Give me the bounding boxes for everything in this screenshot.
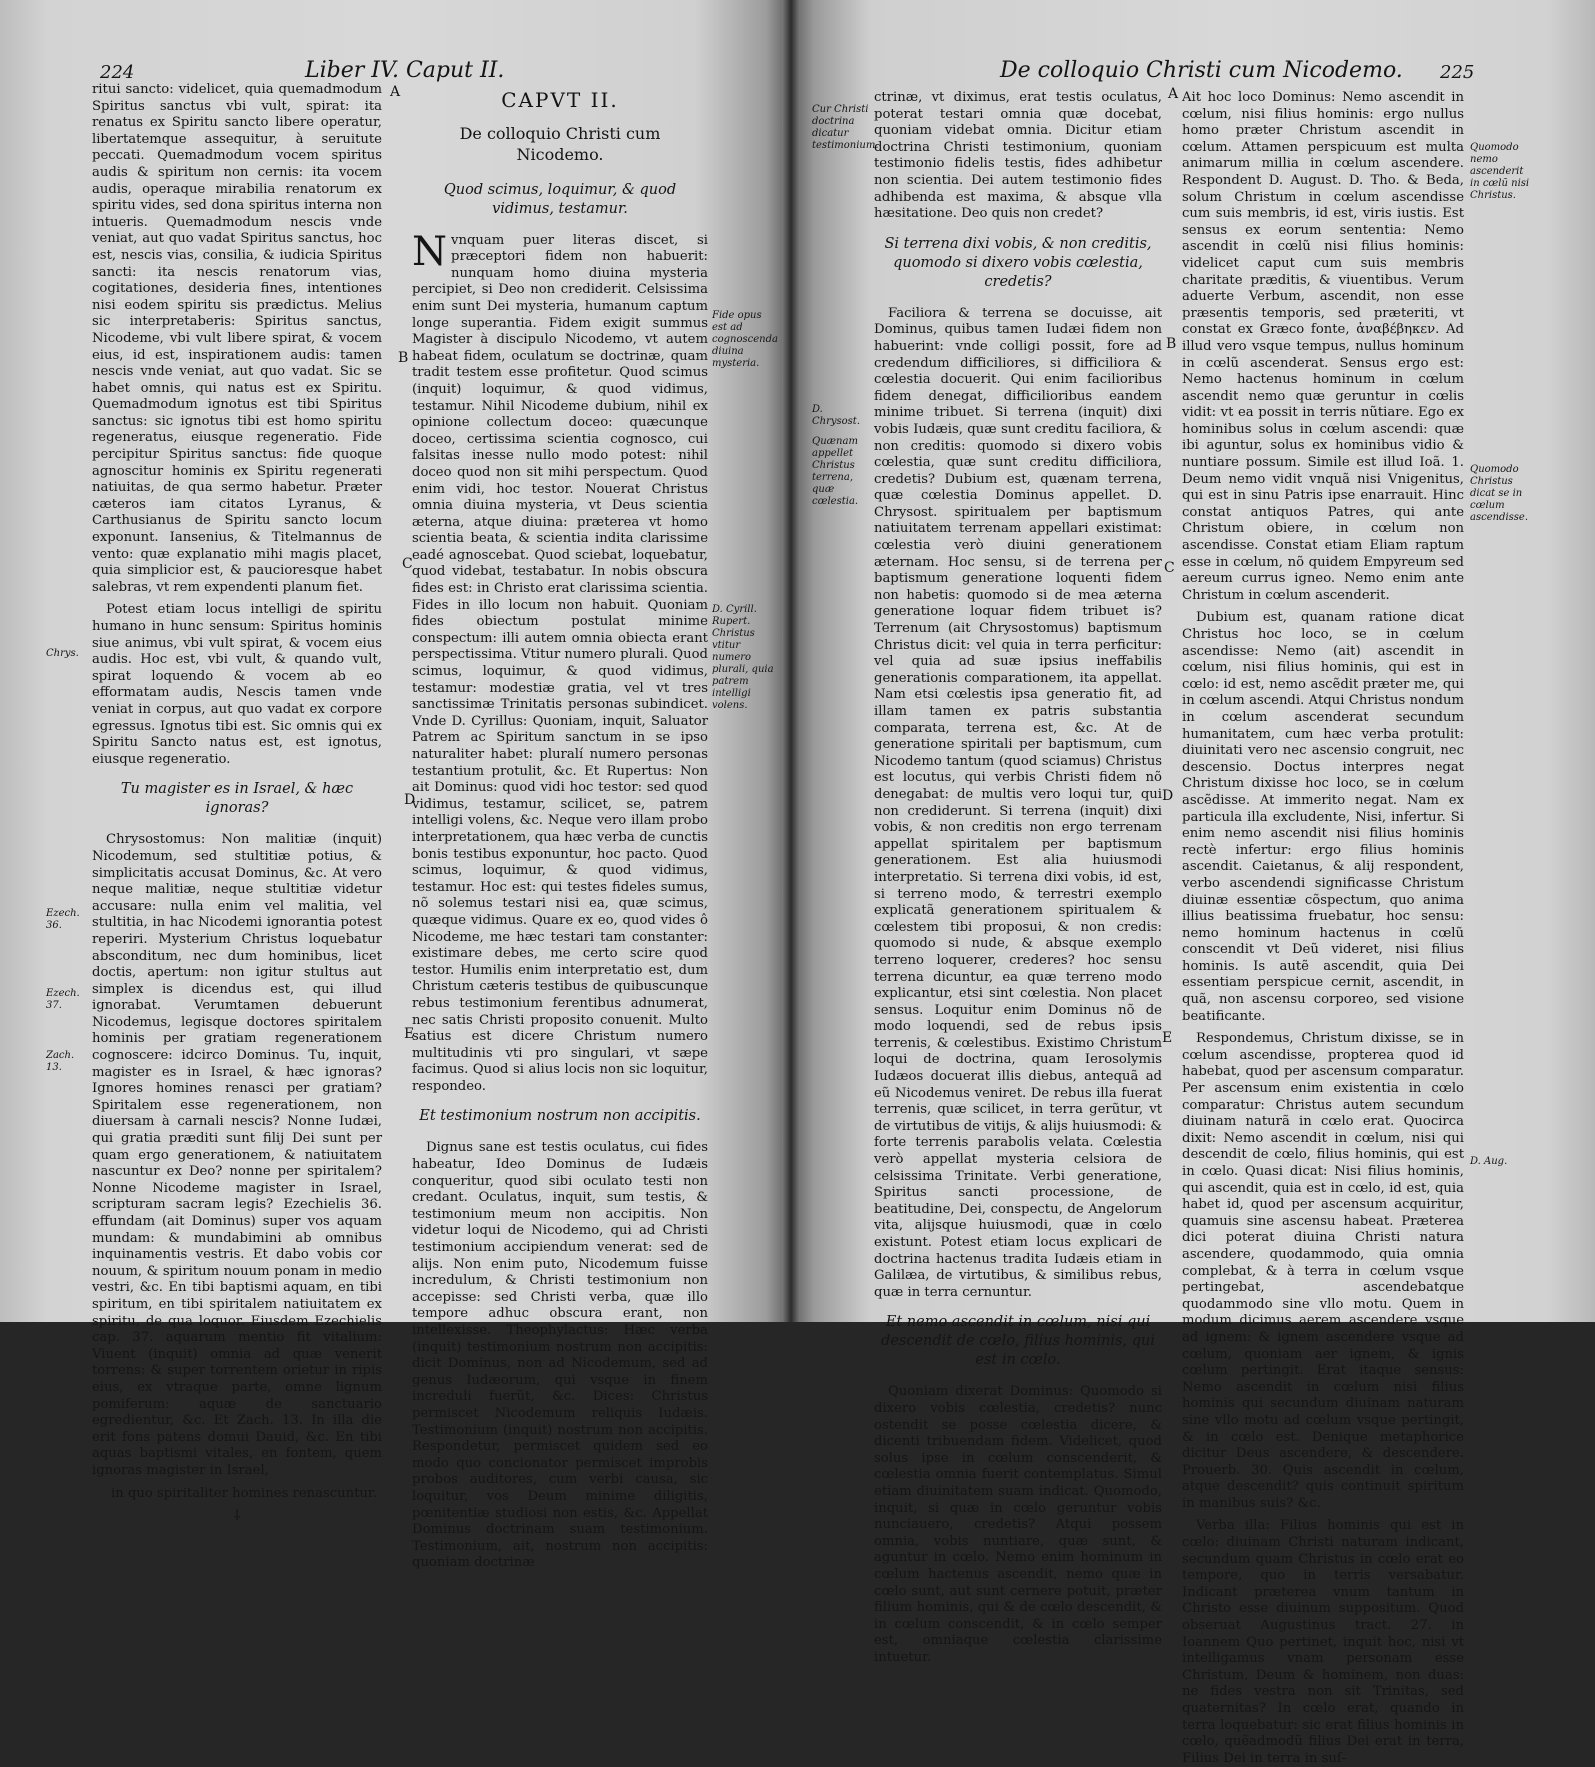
margin-note: Chrys. [46,648,79,659]
running-head: Liber IV. Caput II. [305,58,505,83]
section-marker: E [1162,1030,1173,1046]
paragraph: Respondemus, Christum dixisse, se in cœlum ascendisse, propterea quod id habebat, quod per ascensum comparatur. Per ascensum enim existentia in cœlo comparatur: Christus autem secundum diuinam naturã in cœlo erat. Quocirca dixit: Nemo ascendit in cœlum, nisi qui descendit de cœlo, filius hominis, qui est in cœlo. Quasi dicat: Nisi filius hominis, qui ascendit, quia est in cœlo, id est, quia habet id, quod per ascensum acquiritur, quamuis sine ascensu habeat. Præterea dici poterat diuina Christi natura ascendere, quodammodo, quia omnia complebat, & à terra in cœlum vsque pertingebat, ascendebatque quodammodo sine vllo motu. Quem in modum dicimus aerem ascendere vsque ad ignem: & ignem ascendere vsque ad cœlum, quoniam aer ignem, & ignis cœlum pertingit. Erat itaque sensus: Nemo ascendit in cœlum nisi filius hominis qui secundum diuinam naturam sine vllo motu ad cœlum vsque pertingit, & in cœlo est. Denique metaphorice dicitur Deus ascendere, & descendere. Prouerb. 30. Quis ascendit in cœlum, atque descendit? quis continuit spiritum in manibus suis? &c. [1182,1031,1464,1511]
page-number: 224 [100,62,135,83]
paragraph: Quoniam dixerat Dominus: Quomodo si dixero vobis cœlestia, credetis? nunc ostendit se posse cœlestia dicere, & dicenti tribuendam fidem. Videlicet, quod solus ipse in cœlum conscenderit, & cœlestia omnia fuerit contemplatus. Simul etiam diuinitatem suam indicat. Quomodo, inquit, si quæ in cœlo geruntur vobis nunciauero, credetis? Atqui possem omnia, vobis nuntiare, quæ sunt, & aguntur in cœlo. Nemo enim hominum in cœlum hactenus ascendit, nemo quæ in cœlo sunt, aut sunt cernere potuit, præter filium hominis, qui & de cœlo descendit, & in cœlum conscendit, & in cœlo semper est, omniaque cœlestia clarissime intuetur. [874,1384,1162,1665]
section-marker: B [398,350,409,366]
margin-note: Quomodo Christus dicat se in cœlum ascendisse. [1470,464,1529,523]
section-marker: E [404,1026,415,1042]
paragraph: Potest etiam locus intelligi de spiritu humano in hunc sensum: Spiritus hominis siue animus, vbi vult spirat, & vocem eius audis. Hoc est, vbi vult, & quando vult, spirat loquendo & vocem ab eo efformatam audis, Nescis tamen vnde veniat in corpus, aut quo vadat ex corpore egressus. Ignotus tibi est. Sic omnis qui ex Spiritu Sancto natus est, est ignotus, eiusque regeneratio. [92,602,382,767]
right-page [790,0,1595,1766]
margin-note: D. Chrysost. [812,404,861,427]
margin-note: Zach. 13. [46,1050,75,1073]
margin-note: Quomodo nemo ascenderit in cœlũ nisi Christus. [1470,142,1530,201]
chapter-heading: CAPVT II. [501,88,619,112]
chapter-title: De colloquio Christi cum Nicodemo. [459,123,661,164]
lemma-heading: Et nemo ascendit in cœlum, nisi qui descendit de cœlo, filius hominis, qui est in cœlo. [881,1314,1155,1369]
lemma-heading: Si terrena dixi vobis, & non creditis, quomodo si dixero vobis cœlestia, credetis? [884,235,1152,290]
section-marker: D [1162,788,1174,804]
paragraph: vnquam puer literas discet, si præceptori fidem non habuerit: nunquam homo diuina mysteria percipiet, si Deo non crediderit. Celsissima enim sunt Dei mysteria, humanum captum longe superantia. Fidem exigit summus Magister à discipulo Nicodemo, vt autem habeat fidem, oculatum se doctrinæ, quam tradit testem esse profitetur. Quod scimus (inquit) loquimur, & quod vidimus, testamur. Nihil Nicodeme dubium, nihil ex opinione collectum doceo: quæcunque doceo, certissima scientia cognosco, cui falsitas inesse nullo modo potest: nihil doceo quod non sit mihi perspectum. Quod enim vidi, hoc testor. Nouerat Christus omnia diuina mysteria, vt Deus scientia æterna, atque diuina: præterea vt homo scientia beata, & scientia indita clarissime eadé agnoscebat. Quod sciebat, loquebatur, quod videbat, testabatur. In nobis obscura fides est: in Christo erat clarissima scientia. Fides in illo locum non habuit. Quoniam fides obiectum postulat minime conspectum: illi autem omnia obiecta erant perspectissima. Vtitur numero plurali. Quod scimus, loquimur, & quod vidimus, testamur: modestiæ gratia, vel vt tres sanctissimæ Trinitatis personas subindicet. Vnde D. Cyrillus: Quoniam, inquit, Saluator Patrem ac Spiritum sanctum in se ipso naturaliter habet: pluralí numero personas testantium protulit, &c. Et Rupertus: Non ait Dominus: quod vidi hoc testor: sed quod vidimus, testamur, scilicet, se, patrem intelligi volens, &c. Neque vero illam probo interpretationem, qua hæc verba de cunctis bonis testibus exponuntur, hoc pacto. Quod scimus, loquimur, & quod vidimus, testamur. Hoc est: qui testes fideles sumus, nõ solemus testari nisi ea, quæ scimus, quæque vidimus. Quare ex eo, quod vides ô Nicodeme, me hæc testari tam constanter: existimare debes, me certo scire quod testor. Humilis enim interpretatio est, dum Christum cæteris testibus de quibuscunque rebus testimonium ferentibus adnumerat, nec satis Christi proposito conuenit. Multo satius est dicere Christum numero multitudinis vti pro singulari, vt sæpe facimus. Quod si alius locis non sic loquitur, respondeo. [412,232,708,1094]
paragraph: ritui sancto: videlicet, quia quemadmodum Spiritus sanctus vbi vult, spirat: ita renatus ex Spiritu sancto libere operatur, libertatemque assequitur, à seruitute peccati. Quemadmodum vocem spiritus audis & spiritum non cernis: ita vocem audis, operaque mirabilia renatorum ex spiritu vides, sed dona spiritus interna non intueris. Quemadmodum nescis vnde veniat, aut quo vadat Spiritus sanctus, hoc est, nescis vias, consilia, & iudicia Spiritus sancti: ita nescis renatorum vias, cogitationes, desideria fines, intentiones nisi eodem spiritu sis prædictus. Melius sic interpretaberis: Spiritus sanctus, Nicodeme, vbi vult libere spirat, & vocem eius, id est, inspirationem audis: tamen nescis vnde veniat, aut quo vadat. Sic se habet omnis, qui natus est ex Spiritu. Quemadmodum ignotus est tibi Spiritus sanctus: sic ignotus tibi est homo spiritu regeneratus, eiusque regeneratio. Fide percipitur Spiritus sanctus: fide quoque agnoscitur hominis ex Spiritu regenerati natiuitas, de qua sermo habetur. Præter cæteros iam citatos Lyranus, & Carthusianus de Spiritu sancto locum exponunt. Iansenius, & Titelmannus de vento: quæ explanatio mihi magis placet, quia simplicior est, & paucioresque habet salebras, vt rem expendenti planum fiet. [92,82,382,595]
ornament-icon: ⸸ [233,1508,241,1525]
left-page [0,0,790,1571]
lemma-heading: Tu magister es in Israel, & hæc ignoras? [120,781,354,817]
margin-note: Fide opus est ad cognoscenda diuina mysteria. [712,310,778,369]
margin-note: D. Aug. [1470,1156,1508,1167]
running-head: De colloquio Christi cum Nicodemo. [1000,58,1403,83]
left-column-2 [412,88,708,1571]
margin-note: D. Cyrill. Rupert. Christus vtitur numero plurali, quia patrem intelligi volens. [712,604,774,711]
left-column-1 [92,82,382,1525]
margin-note: Cur Christi doctrina dicatur testimonium. [812,104,879,151]
section-marker: D [404,792,416,808]
paragraph: ctrinæ, vt diximus, erat testis oculatus, poterat testari omnia quæ docebat, quoniam videbat omnia. Dicitur etiam doctrina Christi testimonium, quoniam testimonio fidelis testis, fides adhibetur non scientia. Dei autem testimonio fides adhibenda est maxima, & absque vlla hæsitatione. Deo quis non credet? [874,90,1162,222]
margin-note: Quænam appellet Christus terrena, quæ cœlestia. [812,436,859,507]
margin-note: Ezech. 36. [46,908,80,931]
paragraph: Verba illa: Filius hominis qui est in cœlo: diuinam Christi naturam indicant, secundum quam Christus in cœlo erat eo tempore, quo in terris versabatur. Indicant præterea vnum tantum in Christo esse diuinum suppositum. Quod obseruat Augustinus tract. 27. in Ioannem Quo pertinet, inquit hoc, nisi vt intelligamus vnam personam esse Christum, Deum & hominem, non duas: ne fides vestra non sit Trinitas, sed quaternitas? In cœlo erat, quando in terra loquebatur: sic erat filius hominis in cœlo, quẽadmodũ filius Dei erat in terra, Filius Dei in terra in suſ- [1182,1518,1464,1766]
paragraph: Ait hoc loco Dominus: Nemo ascendit in cœlum, nisi filius hominis: ergo nullus homo præter Christum ascendit in cœlum. Attamen perspicuum est multa animarum millia in cœlum ascendere. Respondent D. August. D. Tho. & Beda, solum Christum in cœlum ascendisse cum suis membris, id est, viris iustis. Est sensus ex eorum sententia: Nemo ascendit in cœlũ nisi filius hominis: videlicet caput cum suis membris charitate præditis, & viuentibus. Verum aduerte Verbum, ascendit, non esse præsentis temporis, sed præteriti, vt constat ex Græco fonte, ἀναβέβηκεν. Ad illud vero vsque tempus, nullus hominum in cœlũ ascenderat. Sensus ergo est: Nemo hactenus hominum in cœlum ascendit nemo quæ geruntur in cœlis vidit: vt ea possit in terris nũtiare. Ego ex hominibus solus in cœlum ascendi: quæ ibi aguntur, solus ex hominibus vidio & nuntiare possum. Simile est illud Ioã. 1. Deum nemo vidit vnquã nisi Vnigenitus, qui est in sinu Patris ipse enarrauit. Hinc constat antiquos Patres, qui ante Christum obiere, in cœlum non ascendisse. Constat etiam Eliam raptum esse in cœlum, nõ quidem Empyreum sed aereum currus igneo. Nemo enim ante Christum in cœlum ascenderit. [1182,90,1464,603]
paragraph: Chrysostomus: Non malitiæ (inquit) Nicodemum, sed stultitiæ potius, & simplicitatis accusat Dominus, &c. At vero neque malitiæ, neque stultitiæ videtur accusare: nulla enim vel malitia, vel stultitia, in hac Nicodemi ignorantia potest reperiri. Mysterium Christus loquebatur absconditum, nec dum hominibus, licet doctis, apertum: non igitur stultus aut simplex is dicendus est, qui illud ignorabat. Verumtamen debuerunt Nicodemus, legisque doctores spiritalem hominis per gratiam regenerationem cognoscere: idcirco Dominus. Tu, inquit, magister es in Israel, & hæc ignoras? Ignores homines renasci per gratiam? Spiritalem esse regenerationem, non diuersam à carnali nescis? Nonne Iudæi, qui gratia præditi sunt filij Dei sunt per quam ergo generationem, & natiuitatem nascuntur ex Deo? nonne per spiritalem? Nonne Nicodeme magister in Israel, scripturam sacram legis? Ezechielis 36. effundam (ait Dominus) super vos aquam mundam: & mundabimini ab omnibus inquinamentis vestris. Et dabo vobis cor nouum, & spiritum nouum ponam in medio vestri, &c. En tibi baptismi aquam, en tibi spiritum, en tibi spiritalem natiuitatem ex spiritu, de qua loquor. Eiusdem Ezechielis cap. 37. aquarum mentio fit vitalium: Viuent (inquit) omnia ad quæ venerit torrens: & super torrentem orietur in ripis eius, ex vtraque parte, omne lignum pomiferum: aquæ de sanctuario egredientur, &c. Et Zach. 13. In illa die erit fons patens domui Dauid, &c. En tibi aquas baptismi vitales, en fontem, quem ignoras magister in Israel, [92,832,382,1478]
closing-line: in quo spiritaliter homines renascuntur. [111,1485,377,1501]
page-number: 225 [1440,62,1475,83]
paragraph: Dignus sane est testis oculatus, cui fides habeatur, Ideo Dominus de Iudæis conqueritur, quod sibi oculato testi non credant. Oculatus, inquit, sum testis, & testimonium meum non accipitis. Non videtur loqui de Nicodemo, qui ad Christi testimonium accipiendum venerat: sed de alijs. Non enim puto, Nicodemum fuisse incredulum, & Christi testimonium non accepisse: sed Christi verba, quæ illo tempore adhuc obscura erant, non intellexisse. Theophylactus: Hæc verba (inquit) testimonium nostrum non accipitis: dicit Dominus, non ad Nicodemum, sed ad genus Iudæorum, qui vsque in finem increduli fuerũt, &c. Dices: Christus permiscet Nicodemum reliquis Iudæis. Testimonium (inquit) nostrum non accipitis. Respondetur, permiscet quidem sed eo modo quo concionator permiscet improbis probos auditores, cum verbi causa, sic loquitur, vos Deum minime diligitis, pœnitentiæ studiosi non estis, &c. Appellat Dominus doctrinam suam testimonium. Testimonium, ait, nostrum non accipitis: quoniam doctrinæ [412,1140,708,1571]
lemma-heading: Quod scimus, loquimur, & quod vidimus, testamur. [443,181,677,217]
section-marker: C [402,556,413,572]
drop-cap: N [412,228,447,275]
paragraph: Faciliora & terrena se docuisse, ait Dominus, quibus tamen Iudæi fidem non habuerint: vnde colligi possit, fore ad credendum difficiliores, si difficiliora & cœlestia docuerit. Qui enim facilioribus fidem denegat, difficilioribus eandem minime tribuet. Si terrena (inquit) dixi vobis Iudæis, quæ sunt creditu faciliora, & non creditis: quomodo si dixero vobis cœlestia, quæ sunt creditu difficiliora, credetis? Dubium est, quænam terrena, quæ cœlestia Dominus appellet. D. Chrysost. spiritualem per baptismum natiuitatem terrenam appellari existimat: cœlestia verò diuini generationem æternam. Hoc sensu, si de terrena per baptismum generatione loquenti fidem non habetis: quomodo si de mea æterna generatione loquar fidem tribuet is? Terrenum (ait Chrysostomus) baptismum Christus dicit: vel quia in terra perficitur: vel quia ad suæ ipsius ineffabilis generationis comparationem, ita appellat. Nam etsi cœlestis ipsa generatio fit, ad illam tamen ex patris substantia comparata, terrena est, &c. At de generatione spiritali per baptismum, cum Nicodemo tantum (quod sciamus) Christus est locutus, qui verbis Christi fidem nõ denegabat: de multis vero loqui tur, qui non crediderunt. Si terrena (inquit) dixi vobis, & non creditis non ergo terrenam appellat spiritalem per baptismum generationem. Est alia huiusmodi interpretatio. Si terrena dixi vobis, id est, si terreno modo, & terrestri exemplo explicatã generationem spiritualem & cœlestem tibi proposui, & non credis: quomodo si nude, & absque exemplo terreno loquerer, crederes? hoc sensu terrena dicuntur, ea quæ terreno modo explicantur, etsi sint cœlestia. Non placet sensus. Loquitur enim Dominus nõ de modo loquendi, sed de rebus ipsis terrenis, & cœlestibus. Existimo Christum loqui de doctrina, quam Ierosolymis Iudæos docuerat illis diebus, antequã ad eũ Nicodemus veniret. De rebus illa fuerat terrenis, quæ scilicet, in terra gerũtur, vt de virtutibus de vitijs, & alijs huiusmodi: & forte terrenis parabolis velata. Cœlestia verò appellat mysteria celsiora de celsissima Trinitate. Verbi generatione, Spiritus sancti processione, de beatitudine, Dei, conspectu, de Angelorum vita, alijsque huiusmodi, quæ in cœlo existunt. Potest etiam locus explicari de doctrina hactenus tradita Iudæis etiam in Galilæa, de virtutibus, & similibus rebus, quæ in terra cernuntur. [874,305,1162,1300]
paragraph: Dubium est, quanam ratione dicat Christus hoc loco, se in cœlum ascendisse: Nemo (ait) ascendit in cœlum, nisi filius hominis, qui est in cœlo: id est, nemo ascẽdit præter me, qui in cœlum ascendi. Atqui Christus nondum in cœlum ascenderat secundum humanitatem, cum hæc verba protulit: diuinitati vero nec ascensio congruit, nec descensio. Doctus interpres negat Christum dixisse hoc loco, se in cœlum ascẽdisse. At immerito negat. Nam ex particula illa excludente, Nisi, infertur. Si enim nemo ascendit nisi filius hominis rectè infertur: ergo filius hominis ascendit. Caietanus, & alij respondent, verbo ascendendi significasse Christum diuinæ essentiæ cõspectum, quo anima illius beatissima fruebatur, hoc sensu: nemo hominum hactenus in cœlũ conscendit vt Deũ videret, nisi filius hominis. Is autẽ ascendit, quia Dei essentiam perspicue cernit, ascendit, in quã, non ascensu corporeo, sed visione beatificante. [1182,610,1464,1024]
section-marker: B [1166,336,1177,352]
lemma-heading: Et testimonium nostrum non accipitis. [419,1108,701,1125]
section-marker: C [1164,560,1175,576]
section-marker: A [1168,86,1179,102]
section-marker: A [390,84,401,100]
right-column-1 [874,90,1162,1665]
book-gutter [782,0,800,1322]
right-column-2 [1182,90,1464,1766]
margin-note: Ezech. 37. [46,988,80,1011]
